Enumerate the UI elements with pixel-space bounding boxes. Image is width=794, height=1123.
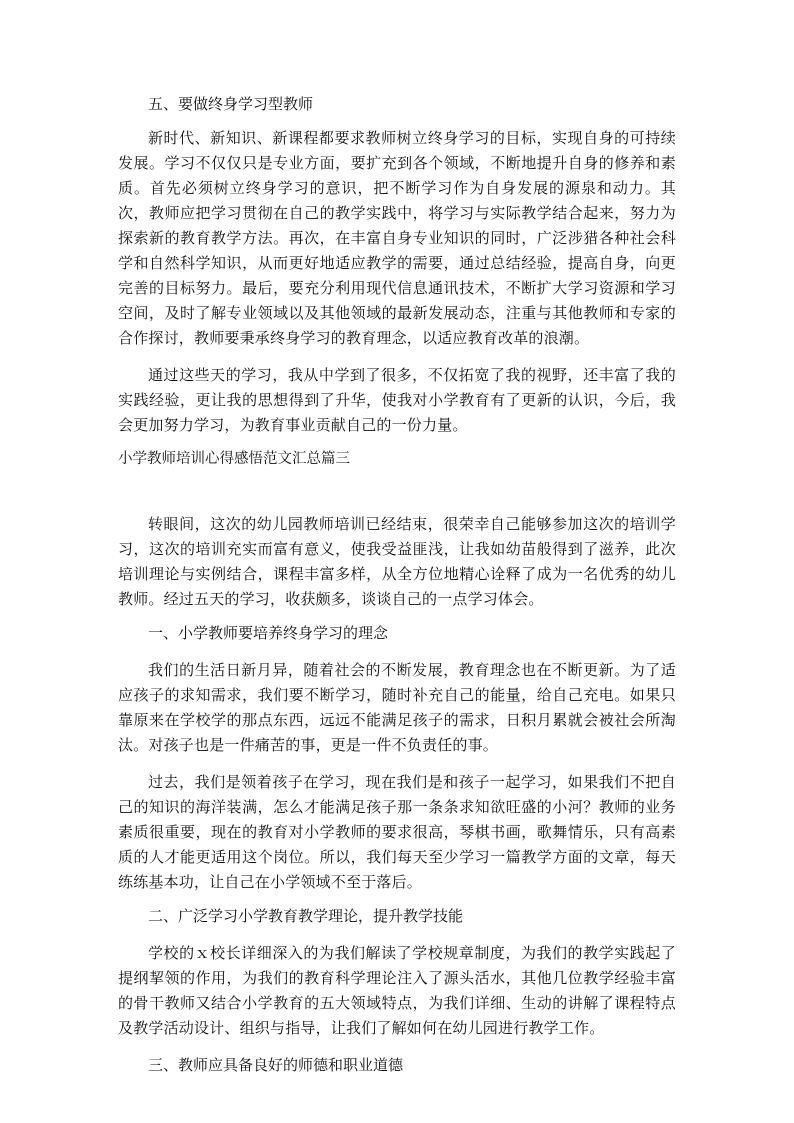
section-heading: 五、要做终身学习型教师 xyxy=(148,95,314,113)
document-body xyxy=(118,92,676,1078)
paragraph: 我们的生活日新月异，随着社会的不断发展，教育理念也在不断更新。为了适应孩子的求知需求，我们要不断学习，随时补充自己的能量，给自己充电。如果只靠原来在学校学的那点东西，远远不能满足孩子的需求，日积月累就会被社会所淘汰。对孩子也是一件痛苦的事，更是一件不负责任的事。 xyxy=(118,661,676,754)
paragraph: 新时代、新知识、新课程都要求教师树立终身学习的目标，实现自身的可持续发展。学习不仅仅只是专业方面，要扩充到各个领域，不断地提升自身的修养和素质。首先必须树立终身学习的意识，把不断学习作为自身发展的源泉和动力。其次，教师应把学习贯彻在自己的教学实践中，将学习与实际教学结合起来，努力为探索新的教育教学方法。再次，在丰富自身专业知识的同时，广泛涉猎各种社会科学和自然科学知识，从而更好地适应教学的需要，通过总结经验，提高自身，向更完善的目标努力。最后，要充分利用现代信息通讯技术，不断扩大学习资源和学习空间，及时了解专业领域以及其他领域的最新发展动态，注重与其他教师和专家的合作探讨，教师要秉承终身学习的教育理念，以适应教育改革的浪潮。 xyxy=(118,129,676,347)
article-title: 小学教师培训心得感悟范文汇总篇三 xyxy=(118,451,350,467)
section-heading: 二、广泛学习小学教育教学理论，提升教学技能 xyxy=(148,907,464,925)
paragraph: 学校的ｘ校长详细深入的为我们解读了学校规章制度，为我们的教学实践起了提纲挈领的作用，为我们的教育科学理论注入了源头活水，其他几位教学经验丰富的骨干教师又结合小学教育的五大领域特点，为我们详细、生动的讲解了课程特点及教学活动设计、组织与指导，让我们了解如何在幼儿园进行教学工作。 xyxy=(118,944,676,1037)
paragraph: 通过这些天的学习，我从中学到了很多，不仅拓宽了我的视野，还丰富了我的实践经验，更让我的思想得到了升华，使我对小学教育有了更新的认识，今后，我会更加努力学习，为教育事业贡献自己的一份力量。 xyxy=(118,366,676,434)
paragraph: 转眼间，这次的幼儿园教师培训已经结束，很荣幸自己能够参加这次的培训学习，这次的培训充实而富有意义，使我受益匪浅，让我如幼苗般得到了滋养，此次培训理论与实例结合，课程丰富多样，从全方位地精心诠释了成为一名优秀的幼儿教师。经过五天的学习，收获颇多，谈谈自己的一点学习体会。 xyxy=(118,515,676,608)
section-heading: 三、教师应具备良好的师德和职业道德 xyxy=(148,1056,404,1074)
paragraph: 过去，我们是领着孩子在学习，现在我们是和孩子一起学习，如果我们不把自己的知识的海洋装满，怎么才能满足孩子那一条条求知欲旺盛的小河？教师的业务素质很重要，现在的教育对小学教师的要求很高，琴棋书画，歌舞情乐，只有高素质的人才能更适用这个岗位。所以，我们每天至少学习一篇教学方面的文章，每天练练基本功，让自己在小学领域不至于落后。 xyxy=(118,773,676,891)
section-heading: 一、小学教师要培养终身学习的理念 xyxy=(148,624,389,642)
